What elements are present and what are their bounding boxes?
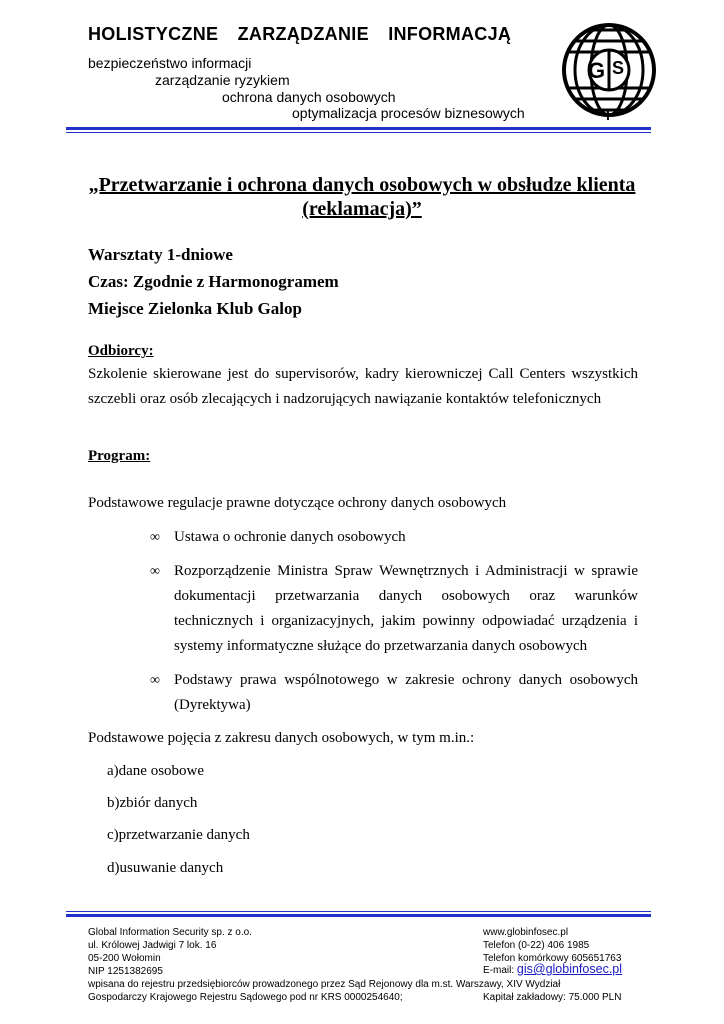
time-info: Czas: Zgodnie z Harmonogramem: [88, 272, 339, 291]
footer-email-line: [483, 963, 622, 977]
footer-nip: NIP 1251382695: [88, 966, 163, 977]
program-intro-regulations: Podstawowe regulacje prawne dotyczące ochrony danych osobowych: [88, 495, 507, 511]
audience-label: Odbiorcy:: [88, 343, 154, 359]
footer-registry-2: Gospodarczy Krajowego Rejestru Sądowego pod nr KRS 0000254640;: [88, 992, 403, 1003]
bullet-item: Ustawa o ochronie danych osobowych: [174, 529, 406, 545]
bullet-item: Podstawy prawa wspólnotowego w zakresie ochrony danych osobowych (Dyrektywa): [174, 672, 638, 713]
footer-street: ul. Królowej Jadwigi 7 lok. 16: [88, 940, 217, 951]
list-item: c)przetwarzanie danych: [107, 827, 250, 843]
footer-website[interactable]: www.globinfosec.pl: [483, 927, 569, 938]
logo-letter-i: I: [606, 107, 610, 123]
audience-text: Szkolenie skierowane jest do supervisorów, kadry kierowniczej Call Centers wszystkich szczebli oraz osób zlecających i nadzorujących nawiązanie kontaktów telefonicznych: [88, 366, 638, 407]
footer-registry-1: wpisana do rejestru przedsiębiorców prowadzonego przez Sąd Rejonowy dla m.st. Warszawy, XIV Wydział: [88, 979, 561, 990]
footer-phone: Telefon (0-22) 406 1985: [483, 940, 590, 951]
format-info: Warsztaty 1-dniowe: [88, 245, 233, 264]
title-line-2: (reklamacja)”: [302, 198, 422, 220]
program-label: Program:: [88, 448, 151, 464]
footer-company: Global Information Security sp. z o.o.: [88, 927, 252, 938]
logo-letter-g: G: [588, 58, 606, 83]
footer-mobile: Telefon komórkowy 605651763: [483, 953, 622, 964]
logo-letter-s: S: [612, 58, 625, 78]
tagline-security: bezpieczeństwo informacji: [88, 55, 252, 71]
bullet-item: Rozporządzenie Ministra Spraw Wewnętrznych i Administracji w sprawie dokumentacji przetwarzania danych osobowych oraz warunków technicznych i organizacyjnych, jakim powinny odpowiadać urządzenia i systemy informatyczne służące do przetwarzania danych osobowych: [174, 563, 638, 654]
header-rule-thin: [66, 132, 651, 133]
place-info: Miejsce Zielonka Klub Galop: [88, 299, 302, 318]
list-item: a)dane osobowe: [107, 763, 205, 779]
footer-rule-thin: [66, 911, 651, 912]
list-item: d)usuwanie danych: [107, 860, 224, 876]
list-item: b)zbiór danych: [107, 795, 198, 811]
tagline-data-protection: ochrona danych osobowych: [222, 89, 396, 105]
bullet-symbol: ∞: [150, 530, 160, 545]
footer-capital: Kapitał zakładowy: 75.000 PLN: [483, 992, 622, 1003]
header-rule: [66, 127, 651, 130]
program-intro-concepts: Podstawowe pojęcia z zakresu danych osobowych, w tym m.in.:: [88, 730, 475, 746]
gis-globe-logo: [560, 14, 658, 126]
bullet-symbol: ∞: [150, 673, 160, 688]
tagline-risk: zarządzanie ryzykiem: [155, 72, 290, 88]
letterhead-title: HOLISTYCZNE ZARZĄDZANIE INFORMACJĄ: [88, 24, 512, 44]
tagline-process: optymalizacja procesów biznesowych: [292, 105, 525, 121]
footer-city: 05-200 Wołomin: [88, 953, 161, 964]
document-title: [82, 173, 642, 221]
footer-email-label: E-mail:: [483, 965, 517, 976]
title-line-1: „Przetwarzanie i ochrona danych osobowych w obsłudze klienta: [88, 174, 636, 196]
footer-email-link[interactable]: gis@globinfosec.pl: [516, 962, 623, 976]
footer-rule: [66, 914, 651, 917]
bullet-symbol: ∞: [150, 564, 160, 579]
